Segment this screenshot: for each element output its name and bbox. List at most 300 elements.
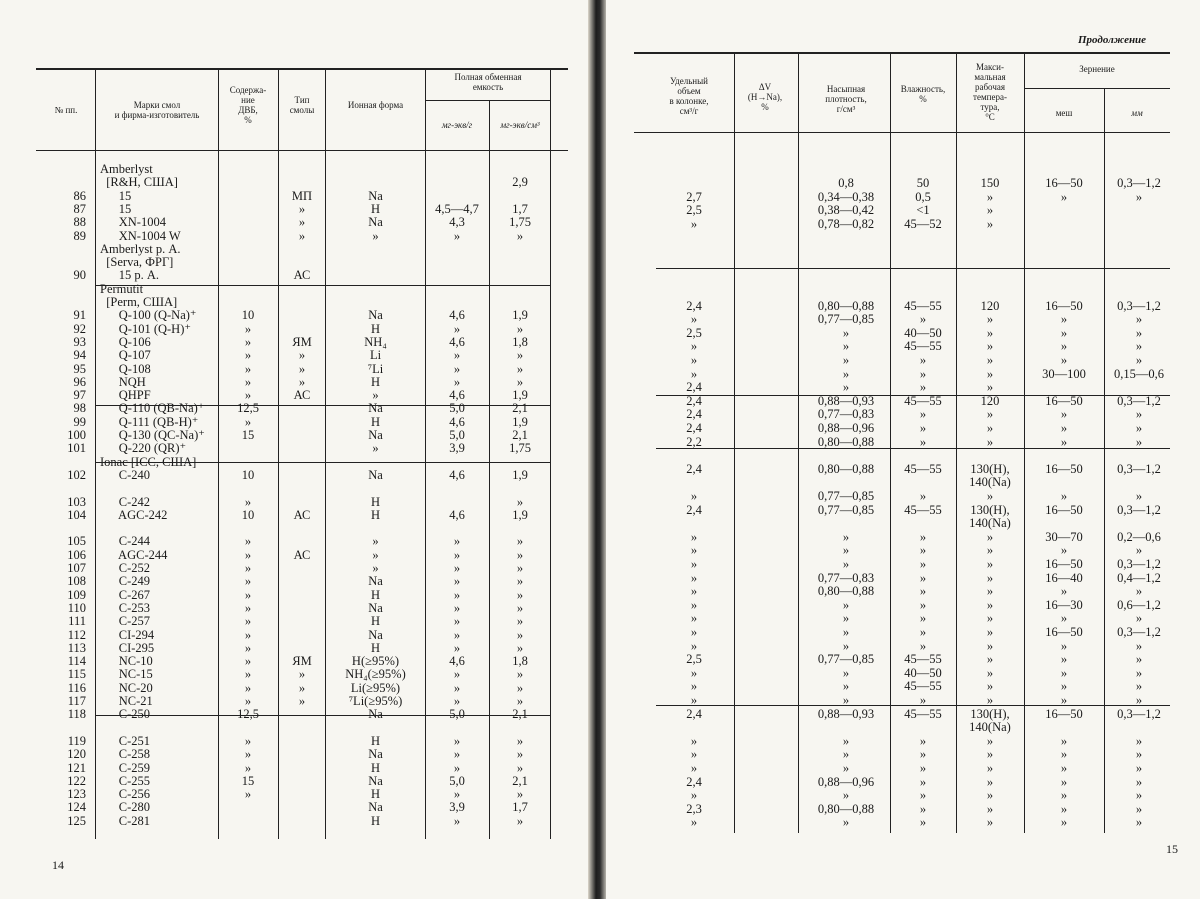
cell-density: 0,80—0,88 [817,434,875,449]
cell-temp: 140(Na) [969,516,1011,531]
header-moisture: Влажность, % [900,84,946,104]
cell-cap-cm3: 2,1 [512,428,528,442]
page-number: 14 [52,858,64,872]
cell-mesh: » [1060,189,1068,204]
cell-cap-cm3: » [516,547,524,562]
cell-density: 0,88—0,96 [817,774,875,789]
cell-mm: » [1135,421,1143,435]
cell-type: МП [291,188,313,203]
cell-temp: » [986,339,994,354]
cell-moisture: » [919,543,927,558]
group-rule [95,715,550,716]
cell-ion: NH₄(≥95%) [345,667,406,682]
cell-moisture: » [919,529,927,544]
cell-volume: » [690,353,698,367]
cell-brand: C-249 [100,574,150,589]
cell-moisture: » [919,815,927,830]
cell-dvb: » [244,321,252,336]
cell-brand: CI-295 [100,640,155,655]
header-num: № пп. [54,105,78,115]
cell-mesh: » [1060,611,1068,626]
cell-mesh: » [1060,788,1068,803]
cell-mm: 0,3—1,2 [1117,706,1161,721]
cell-volume: 2,2 [686,434,702,449]
cell-mesh: 16—50 [1045,461,1083,476]
cell-cap-g: 4,6 [449,414,465,429]
cell-cap-cm3: » [516,667,524,682]
cell-dvb: 15 [241,428,255,442]
cell-density: 0,77—0,85 [817,502,875,517]
cell-volume: » [690,597,698,612]
cell-moisture: 45—52 [904,217,942,231]
cell-num: 100 [67,428,86,442]
cell-mesh: » [1060,325,1068,340]
cell-type: ЯМ [292,654,312,669]
cell-cap-cm3: 1,9 [512,388,528,403]
cell-moisture: » [919,774,927,789]
cell-mm: 0,3—1,2 [1117,625,1161,639]
cell-dvb: 10 [241,467,255,482]
cell-mm: 0,3—1,2 [1117,393,1161,408]
cell-num: 113 [67,640,86,655]
cell-cap-cm3: 2,1 [512,773,528,788]
cell-brand: Q-101 (Q-H)⁺ [100,321,191,336]
cell-temp: » [986,543,994,558]
cell-mesh: » [1060,543,1068,558]
cell-temp: » [986,761,994,775]
cell-ion: Na [368,574,383,589]
cell-brand: 15 [100,188,132,203]
cell-temp: » [986,421,994,435]
cell-mesh: » [1060,774,1068,789]
cell-moisture: 45—55 [904,652,942,667]
cell-mesh: 16—50 [1045,176,1083,191]
cell-moisture: » [919,434,927,449]
cell-mesh: 16—50 [1045,393,1083,408]
cell-brand: C-253 [100,600,150,615]
cell-moisture: » [919,625,927,639]
cell-volume: 2,4 [686,393,702,408]
cell-ion: H [370,321,381,336]
cell-brand: Q-106 [100,334,151,349]
cell-moisture: 45—55 [904,393,942,408]
cell-brand: C-251 [100,733,150,748]
cell-cap-g: » [453,587,461,602]
cell-brand: C-240 [100,467,150,482]
cell-dvb: » [244,547,252,562]
cell-density: » [842,788,850,803]
cell-dvb: » [244,374,252,389]
cell-mm: » [1135,652,1143,667]
cell-brand: NC-21 [100,694,153,708]
col-divider [95,69,96,839]
cell-density: » [842,325,850,340]
cell-density: 0,88—0,96 [817,421,875,435]
cell-cap-cm3: » [516,640,524,655]
book-gutter [588,0,608,899]
cell-ion: » [372,228,379,243]
cell-cap-cm3: » [516,680,524,695]
cell-cap-g: » [453,614,461,629]
cell-num: 98 [73,401,86,416]
cell-volume: 2,4 [686,706,702,721]
col-divider [278,69,279,839]
cell-num: 90 [73,268,86,283]
cell-density: » [842,611,850,626]
cell-brand: Q-220 (QR)⁺ [100,441,187,456]
cell-density: 0,77—0,85 [817,652,875,667]
cell-mm: » [1135,611,1143,626]
cell-brand: NC-20 [100,680,153,695]
cell-moisture: » [919,353,927,367]
cell-dvb: » [244,361,252,376]
cell-volume: 2,7 [686,189,702,204]
cell-temp: » [986,529,994,544]
cell-volume: » [690,366,698,381]
cell-num: 119 [67,733,86,748]
cell-mesh: » [1060,761,1068,775]
cell-num: 92 [73,321,86,336]
cell-type: » [298,680,306,695]
cell-cap-g: » [453,813,461,828]
cell-cap-g: » [453,680,461,695]
cell-density: » [842,679,850,694]
cell-mm: » [1135,353,1143,367]
cell-mesh: 16—50 [1045,502,1083,517]
header-dv: ΔV (H→Na), % [747,82,783,112]
cell-mesh: 16—40 [1045,570,1083,585]
cell-density: » [842,665,850,680]
cell-mm: » [1135,801,1143,816]
cell-num: 108 [67,574,86,589]
cell-volume: » [690,733,698,748]
header-bottom-rule [634,132,1170,133]
cell-temp: » [986,625,994,639]
cell-volume: » [690,815,698,830]
cell-moisture: 50 [916,176,930,191]
cell-cap-g: » [453,374,461,389]
cell-brand: CI-294 [100,627,155,642]
cell-density: » [842,557,850,571]
cell-moisture: » [919,421,927,435]
cell-mesh: » [1060,693,1068,707]
cell-cap-cm3: » [516,733,524,748]
cell-mm: » [1135,434,1143,449]
cell-ion: H [370,640,381,655]
cell-num: 105 [67,534,86,549]
cell-mesh: » [1060,679,1068,694]
header-capacity: Полная обменная емкость [454,72,522,92]
cell-cap-cm3: » [516,494,524,509]
cell-cap-cm3: 1,9 [512,467,528,482]
cell-type: АС [293,507,311,522]
cell-brand: NC-15 [100,667,153,682]
cell-temp: 150 [980,176,1000,191]
cell-mm: 0,4—1,2 [1117,570,1161,585]
cell-moisture: 45—55 [904,339,942,354]
cell-temp: » [986,312,994,327]
cell-mesh: » [1060,747,1068,762]
cell-brand: Q-110 (QB-Na)⁺ [100,401,205,416]
cell-moisture: 45—55 [904,679,942,694]
cell-cap-g: » [453,547,461,562]
cell-mesh: 16—50 [1045,625,1083,639]
cell-cap-cm3: » [516,614,524,629]
cell-dvb: » [244,600,252,615]
cell-brand: Q-108 [100,361,151,376]
cell-moisture: » [919,747,927,762]
cell-moisture: » [919,366,927,381]
cell-cap-g: 4,3 [449,215,465,230]
cell-cap-g: 4,6 [449,334,465,349]
cell-density: » [842,747,850,762]
col-divider [1104,89,1105,833]
col-divider [425,69,426,839]
cell-mesh: » [1060,407,1068,422]
cell-dvb: 12,5 [237,401,259,416]
cell-cap-cm3: 1,8 [512,334,528,349]
cell-cap-cm3: » [516,587,524,602]
cell-temp: » [986,407,994,422]
cell-num: 89 [73,228,86,243]
cell-type: ЯМ [292,334,312,349]
cell-num: 107 [67,561,86,575]
cell-mesh: 16—50 [1045,557,1083,571]
cell-type: АС [293,388,311,403]
cell-type: АС [293,547,311,562]
cell-mesh: » [1060,584,1068,599]
cell-cap-g: 4,6 [449,388,465,403]
cell-temp: » [986,434,994,449]
cell-cap-g: » [453,787,461,802]
cell-num: 95 [73,361,86,376]
cell-num: 116 [67,680,86,695]
cell-num: 122 [67,773,86,788]
cell-type: » [298,201,306,216]
cell-num: 86 [73,188,86,203]
cell-ion: Na [368,401,383,416]
cell-num: 91 [73,308,86,323]
left-page [0,0,590,899]
cell-volume: » [690,543,698,558]
cell-num: 114 [67,654,86,669]
cell-dvb: » [244,747,252,762]
cell-mm: » [1135,584,1143,599]
cell-ion: H [370,787,381,802]
cell-cap-cm3: 1,9 [512,414,528,429]
cell-brand: Q-100 (Q-Na)⁺ [100,308,197,323]
cell-brand: [Perm, США] [100,295,178,309]
cell-num: 94 [73,348,86,363]
cell-moisture: <1 [916,203,930,218]
cell-dvb: 10 [241,507,255,522]
cell-ion: ⁷Li [367,361,384,376]
cell-volume: 2,4 [686,380,702,395]
cell-cap-cm3: 1,7 [512,800,528,815]
group-rule [656,395,1170,396]
cell-mm: » [1135,189,1143,204]
cell-cap-cm3: 1,75 [509,215,531,230]
header-cap-cm3: мг-экв/см³ [500,120,540,130]
capacity-subheader-rule [425,100,550,101]
cell-moisture: » [919,611,927,626]
group-rule [656,705,1170,706]
cell-temp: » [986,380,994,395]
cell-dvb: » [244,787,252,802]
cell-temp: » [986,217,994,231]
cell-mesh: » [1060,489,1068,503]
cell-mm: 0,3—1,2 [1117,557,1161,571]
cell-brand: C-252 [100,561,150,575]
cell-cap-cm3: » [516,361,524,376]
cell-moisture: 40—50 [904,325,942,340]
cell-volume: » [690,788,698,803]
cell-mesh: 16—50 [1045,706,1083,721]
cell-temp: » [986,747,994,762]
cell-ion: Na [368,215,383,230]
cell-density: 0,88—0,93 [817,706,875,721]
cell-mm: 0,6—1,2 [1117,597,1161,612]
cell-num: 121 [67,760,86,775]
cell-temp: » [986,570,994,585]
cell-brand: AGC-244 [100,547,168,562]
cell-mesh: » [1060,339,1068,354]
cell-temp: » [986,733,994,748]
cell-mesh: » [1060,801,1068,816]
cell-brand: Amberlyst [100,162,153,176]
cell-density: 0,77—0,85 [817,489,875,503]
cell-type: » [298,667,306,682]
cell-dvb: » [244,561,252,575]
cell-volume: 2,3 [686,801,702,816]
cell-volume: » [690,761,698,775]
cell-cap-cm3: 1,7 [512,201,528,216]
col-divider [325,69,326,839]
cell-density: » [842,625,850,639]
cell-temp: » [986,366,994,381]
cell-temp: 120 [980,393,1000,408]
cell-mesh: » [1060,421,1068,435]
cell-type: » [298,374,306,389]
cell-num: 115 [67,667,86,682]
col-divider [890,53,891,833]
cell-dvb: » [244,534,252,549]
cell-ion: H [370,507,381,522]
cell-density: » [842,733,850,748]
cell-cap-cm3: 1,75 [509,441,531,456]
cell-volume: » [690,679,698,694]
cell-ion: NH₄ [364,334,387,349]
cell-density: 0,80—0,88 [817,584,875,599]
cell-density: » [842,380,850,395]
cell-cap-g: 3,9 [449,800,465,815]
cell-brand: AGC-242 [100,507,168,522]
cell-ion: Na [368,188,383,203]
cell-volume: » [690,638,698,653]
cell-mm: 0,2—0,6 [1117,529,1161,544]
cell-cap-cm3: » [516,534,524,549]
cell-temp: » [986,584,994,599]
cell-density: 0,80—0,88 [817,298,875,313]
cell-ion: Na [368,773,383,788]
cell-brand: C-256 [100,787,150,802]
header-mesh: меш [1055,108,1073,118]
cell-cap-g: 4,6 [449,467,465,482]
cell-cap-g: » [453,534,461,549]
group-rule [95,405,550,406]
cell-volume: » [690,584,698,599]
cell-cap-g: » [453,561,461,575]
cell-ion: H [370,760,381,775]
cell-density: » [842,815,850,830]
cell-volume: » [690,312,698,327]
cell-mm: » [1135,774,1143,789]
cell-ion: Na [368,428,383,442]
cell-cap-g: » [453,228,461,243]
cell-temp: 130(H), [970,706,1010,721]
cell-ion: Li(≥95%) [350,680,401,695]
cell-moisture: » [919,489,927,503]
col-divider [550,69,551,839]
page-number: 15 [1166,842,1178,856]
header-cap-g: мг-экв/г [441,120,473,130]
cell-temp: » [986,693,994,707]
cell-volume: » [690,217,698,231]
cell-cap-cm3: » [516,694,524,708]
cell-volume: » [690,665,698,680]
cell-moisture: » [919,801,927,816]
cell-temp: » [986,557,994,571]
cell-mesh: » [1060,652,1068,667]
cell-ion: Na [368,747,383,762]
cell-temp: » [986,774,994,789]
cell-brand: C-242 [100,494,150,509]
cell-dvb: » [244,667,252,682]
cell-brand: QHPF [100,388,151,403]
cell-dvb: » [244,640,252,655]
cell-cap-g: 4,6 [449,308,465,323]
cell-mm: 0,3—1,2 [1117,298,1161,313]
cell-volume: » [690,693,698,707]
cell-cap-cm3: 2,9 [512,175,528,190]
header-brand: Марки смол и фирма-изготовитель [114,100,200,120]
col-divider [489,100,490,839]
cell-cap-g: 5,0 [449,773,465,788]
table-top-rule [36,68,568,70]
cell-ion: » [372,388,379,403]
header-grain: Зернение [1079,64,1115,74]
col-divider [734,53,735,833]
cell-brand: C-259 [100,760,150,775]
cell-dvb: » [244,627,252,642]
cell-num: 120 [67,747,86,762]
cell-temp: » [986,189,994,204]
cell-ion: » [372,441,379,456]
cell-temp: » [986,801,994,816]
cell-ion: Na [368,707,383,722]
cell-cap-g: » [453,574,461,589]
cell-density: » [842,353,850,367]
cell-ion: H [370,733,381,748]
cell-ion: H [370,414,381,429]
cell-temp: » [986,489,994,503]
cell-mm: » [1135,312,1143,327]
cell-mesh: » [1060,353,1068,367]
cell-type: » [298,348,306,363]
cell-dvb: 10 [241,308,255,323]
cell-volume: » [690,570,698,585]
cell-mesh: 16—50 [1045,298,1083,313]
